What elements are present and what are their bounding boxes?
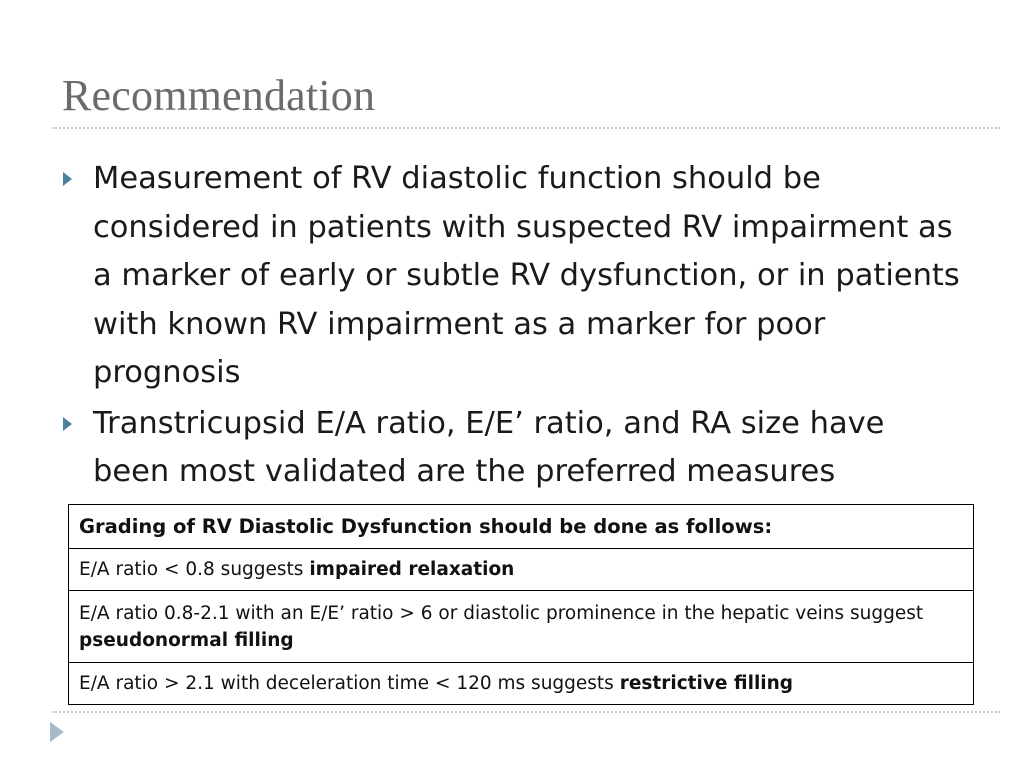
footer-divider [52, 711, 1000, 713]
table-cell [69, 663, 974, 705]
cell-emphasis: pseudonormal filling [79, 629, 294, 651]
triangle-bullet-icon [63, 172, 72, 186]
next-slide-arrow-icon[interactable] [50, 722, 64, 742]
table-row [69, 591, 974, 663]
bullet-text: Measurement of RV diastolic function should be considered in patients with suspected RV impairment as a marker of early or subtle RV dysfunction, or in patients with known RV impairment as a marker for poor prognosis [93, 161, 960, 390]
cell-text: E/A ratio < 0.8 suggests [79, 559, 310, 580]
bullet-item [62, 400, 962, 497]
cell-emphasis: restrictive filling [619, 673, 794, 694]
bullet-list [62, 155, 962, 499]
bullet-item [62, 155, 962, 398]
table-cell [69, 549, 974, 591]
cell-text: E/A ratio > 2.1 with deceleration time < 120 ms suggests [79, 673, 620, 694]
title-divider [52, 127, 1000, 129]
triangle-bullet-icon [63, 417, 72, 431]
table-header-row [69, 505, 974, 549]
table-row [69, 663, 974, 705]
cell-text: E/A ratio 0.8-2.1 with an E/E’ ratio > 6 or diastolic prominence in the hepatic veins suggest [79, 602, 924, 624]
grading-table [68, 504, 974, 705]
table-header: Grading of RV Diastolic Dysfunction should be done as follows: [69, 505, 974, 549]
slide-title: Recommendation [62, 71, 376, 120]
cell-emphasis: impaired relaxation [309, 559, 515, 580]
table-row [69, 549, 974, 591]
table-cell [69, 591, 974, 663]
bullet-text: Transtricupsid E/A ratio, E/E’ ratio, and RA size have been most validated are the preferred measures [93, 405, 885, 489]
